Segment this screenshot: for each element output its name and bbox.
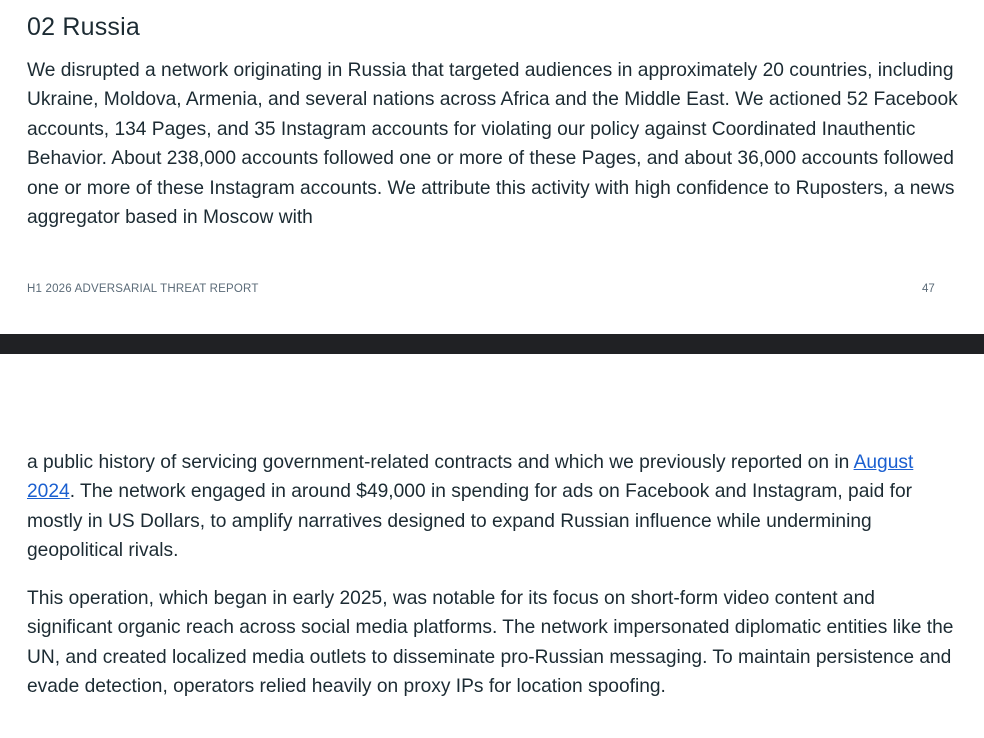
page-divider bbox=[0, 334, 984, 354]
continuation-text-end: . The network engaged in around $49,000 in spending for ads on Facebook and Instagram, paid for mostly in US Dollars, to amplify narratives designed to expand Russian influence while undermining geopolitical rivals. bbox=[27, 481, 913, 562]
section-title: 02 Russia bbox=[27, 13, 140, 41]
footer-report-name: H1 2026 ADVERSARIAL THREAT REPORT bbox=[27, 283, 259, 295]
continuation-text-start: a public history of servicing government-related contracts and which we previously reported on in bbox=[27, 452, 854, 473]
paragraph-intro: We disrupted a network originating in Russia that targeted audiences in approximately 20 countries, including Ukraine, Moldova, Armenia, and several nations across Africa and the Middle East. We actioned 52 Facebook accounts, 134 Pages, and 35 Instagram accounts for violating our policy against Coordinated Inauthentic Behavior. About 238,000 accounts followed one or more of these Pages, and about 36,000 accounts followed one or more of these Instagram accounts. We attribute this activity with high confidence to Ruposters, a news aggregator based in Moscow with bbox=[27, 60, 958, 229]
paragraph-continuation bbox=[27, 448, 962, 566]
paragraph-operation: This operation, which began in early 2025, was notable for its focus on short-form video content and significant organic reach across social media platforms. The network impersonated diplomatic entities like the UN, and created localized media outlets to disseminate pro-Russian messaging. To maintain persistence and evade detection, operators relied heavily on proxy IPs for location spoofing. bbox=[27, 588, 954, 698]
document-page-top bbox=[0, 0, 984, 334]
august-2024-link[interactable]: August 2024 bbox=[27, 452, 914, 503]
footer-page-number: 47 bbox=[922, 283, 935, 295]
